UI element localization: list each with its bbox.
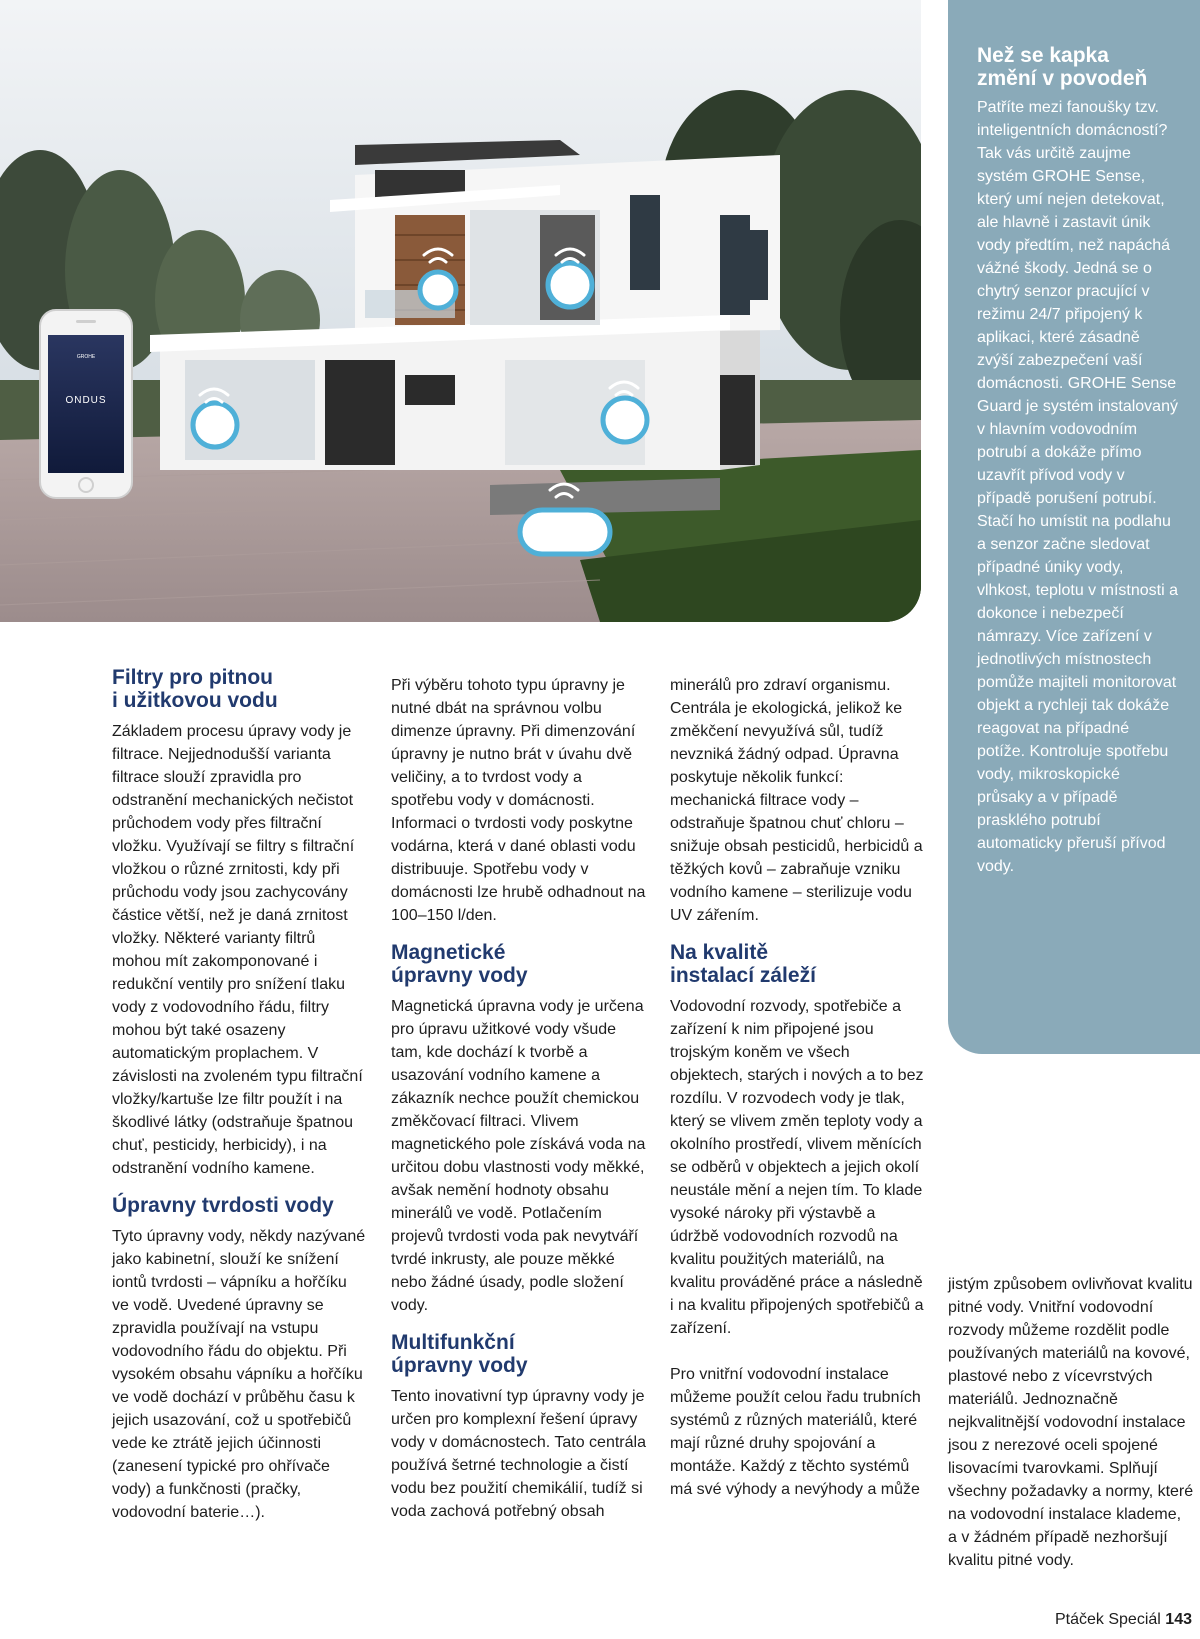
paragraph-upravny-tvrdosti: Tyto úpravny vody, někdy nazývané jako kabinetní, slouží ke snížení iontů tvrdosti – vápníku a hořčíku ve vodě. Uvedené úpravny se zpravidla používají na vstupu vodovodního řádu do objektu. Při vysokém obsahu vápníku a hořčíku ve vodě dochází v průběhu času k jejich usazování, což u spotřebičů vede ke ztrátě jejich účinnosti (zanesení typické pro ohřívače vody) a funkčnosti (pračky, vodovodní baterie…). xyxy=(112,1228,366,1521)
column-2 xyxy=(391,674,646,1523)
heading-magneticke xyxy=(391,941,646,987)
heading-magneticke-line2: úpravny vody xyxy=(391,964,528,987)
phone-logo: ONDUS xyxy=(65,395,107,406)
paragraph-dimenze: Při výběru tohoto typu úpravny je nutné dbát na správnou volbu dimenze úpravny. Při dimenzování úpravny je nutno brát v úvahu dvě veličiny, a to tvrdost vody a spotřebu vody v domácnosti. Informaci o tvrdosti vody poskytne vodárna, která v dané oblasti vodu distribuuje. Spotřebu vody v domácnosti lze hrubě odhadnout na 100–150 l/den. xyxy=(391,677,646,924)
heading-multifunkcni xyxy=(391,1331,646,1377)
paragraph-mineraly: minerálů pro zdraví organismu. Centrála je ekologická, jelikož ke změkčení nevyužívá sůl, tudíž nevzniká žádný odpad. Úpravna poskytuje několik funkcí: mechanická filtrace vody – odstraňuje špatnou chuť chloru – snižuje obsah pesticidů, herbicidů a těžkých kovů – zabraňuje vzniku vodního kamene – sterilizuje vodu UV zářením. xyxy=(670,677,923,924)
paragraph-kvalita-pitne-vody: jistým způsobem ovlivňovat kvalitu pitné vody. Vnitřní vodovodní rozvody můžeme rozdělit podle používaných materiálů na kovové, plastové nebo z vícevrstvých materiálů. Jednoznačně nejkvalitnější vodovodní instalace jsou z nerezové oceli spojené lisovacími tvarovkami. Splňují všechny požadavky a normy, které na vodovodní instalace klademe, a v žádném případě nezhoršují kvalitu pitné vody. xyxy=(948,1276,1194,1569)
heading-filtry-line1: Filtry pro pitnou xyxy=(112,666,273,689)
heading-upravny-tvrdosti: Úpravny tvrdosti vody xyxy=(112,1194,334,1217)
heading-filtry-line2: i užitkovou vodu xyxy=(112,689,278,712)
sidebar-title-line2: změní v povodeň xyxy=(977,67,1148,90)
heading-magneticke-line1: Magnetické xyxy=(391,941,506,964)
column-3 xyxy=(670,674,925,1501)
heading-na-kvalite-line2: instalací záleží xyxy=(670,964,816,987)
heading-multifunkcni-line1: Multifunkční xyxy=(391,1331,515,1354)
paragraph-filtry: Základem procesu úpravy vody je filtrace. Nejjednodušší varianta filtrace slouží zpravidla pro odstranění mechanických nečistot průchodem vody přes filtrační vložku. Využívají se filtry s filtrační vložkou o různé zrnitosti, kdy při průchodu vody jsou zachycovány částice větší, než je daná zrnitost vložky. Některé varianty filtrů mohou mít zakomponované i redukční ventily pro snížení tlaku vody z vodovodního řádu, filtry mohou být také osazeny automatickým proplachem. V závislosti na zvoleném typu filtrační vložky/kartuše lze filtr použít i na škodlivé látky (odstraňuje špatnou chuť, pesticidy, herbicidy), i na odstranění vodního kamene. xyxy=(112,723,363,1177)
column-1 xyxy=(112,666,367,1524)
magazine-name: Ptáček Speciál xyxy=(1055,1611,1161,1628)
sidebar-title-line1: Než se kapka xyxy=(977,44,1109,67)
sidebar-box xyxy=(948,0,1200,1054)
sidebar-title xyxy=(977,44,1180,90)
heading-na-kvalite-line1: Na kvalitě xyxy=(670,941,769,964)
hero-image xyxy=(0,0,921,622)
heading-multifunkcni-line2: úpravny vody xyxy=(391,1354,528,1377)
paragraph-vodovodni-rozvody: Vodovodní rozvody, spotřebiče a zařízení k nim připojené jsou trojským koněm ve všech objektech, starých i nových a to bez rozdílu. V rozvodech vody je tlak, který se vlivem změn teploty vody a okolního prostředí, vlivem měnících se odběrů v objektech a jejich okolí neustále mění a nejen tím. To klade vysoké nároky při výstavbě a údržbě vodovodních rozvodů na kvalitu použitých materiálů, na kvalitu prováděné práce a následně i na kvalitu připojených spotřebičů a zařízení. xyxy=(670,998,924,1337)
page-footer xyxy=(1055,1611,1192,1629)
paragraph-magneticke: Magnetická úpravna vody je určena pro úpravu užitkové vody všude tam, kde dochází k tvorbě a usazování vodního kamene a zákazník nechce použít chemickou změkčovací filtraci. Vlivem magnetického pole získává voda na určitou dobu vlastnosti vody měkké, avšak nemění hodnoty obsahu minerálů ve vodě. Potlačením projevů tvrdosti voda pak nevytváří tvrdé inkrusty, ale pouze měkké nebo žádné úsady, podle složení vody. xyxy=(391,998,646,1314)
heading-filtry xyxy=(112,666,367,712)
smartphone xyxy=(40,310,132,498)
sidebar-text: Patříte mezi fanoušky tzv. inteligentních domácností? Tak vás určitě zaujme systém GROHE Sense, který umí nejen detekovat, ale hlavně i zastavit únik vody předtím, než napáchá vážné škody. Jedná se o chytrý senzor pracující v režimu 24/7 připojený k aplikaci, které zásadně zvýší zabezpečení vaší domácnosti. GROHE Sense Guard je systém instalovaný v hlavním vodovodním potrubí a dokáže přímo uzavřít přívod vody v případě porušení potrubí. Stačí ho umístit na podlahu a senzor začne sledovat případné úniky vody, vlhkost, teplotu v místnosti a dokonce i nebezpečí námrazy. Více zařízení v jednotlivých místnostech pomůže majiteli monitorovat objekt a rychleji tak dokáže reagovat na případné potíže. Kontroluje spotřebu vody, mikroskopické průsaky a v případě prasklého potrubí automaticky přeruší přívod vody. xyxy=(977,99,1178,875)
paragraph-multifunkcni: Tento inovativní typ úpravny vody je určen pro komplexní řešení úpravy vody v domácnostech. Tato centrála používá šetrné technologie a čistí vodu bez použití chemikálií, tudíž si voda zachová potřebný obsah xyxy=(391,1388,646,1520)
paragraph-vnitrni-instalace: Pro vnitřní vodovodní instalace můžeme použít celou řadu trubních systémů z různých materiálů, které mají různé druhy spojování a montáže. Každý z těchto systémů má své výhody a nevýhody a může xyxy=(670,1366,921,1498)
heading-na-kvalite xyxy=(670,941,925,987)
column-4 xyxy=(948,1273,1194,1572)
page-number: 143 xyxy=(1165,1611,1192,1628)
phone-device-label: GROHE xyxy=(76,354,96,360)
